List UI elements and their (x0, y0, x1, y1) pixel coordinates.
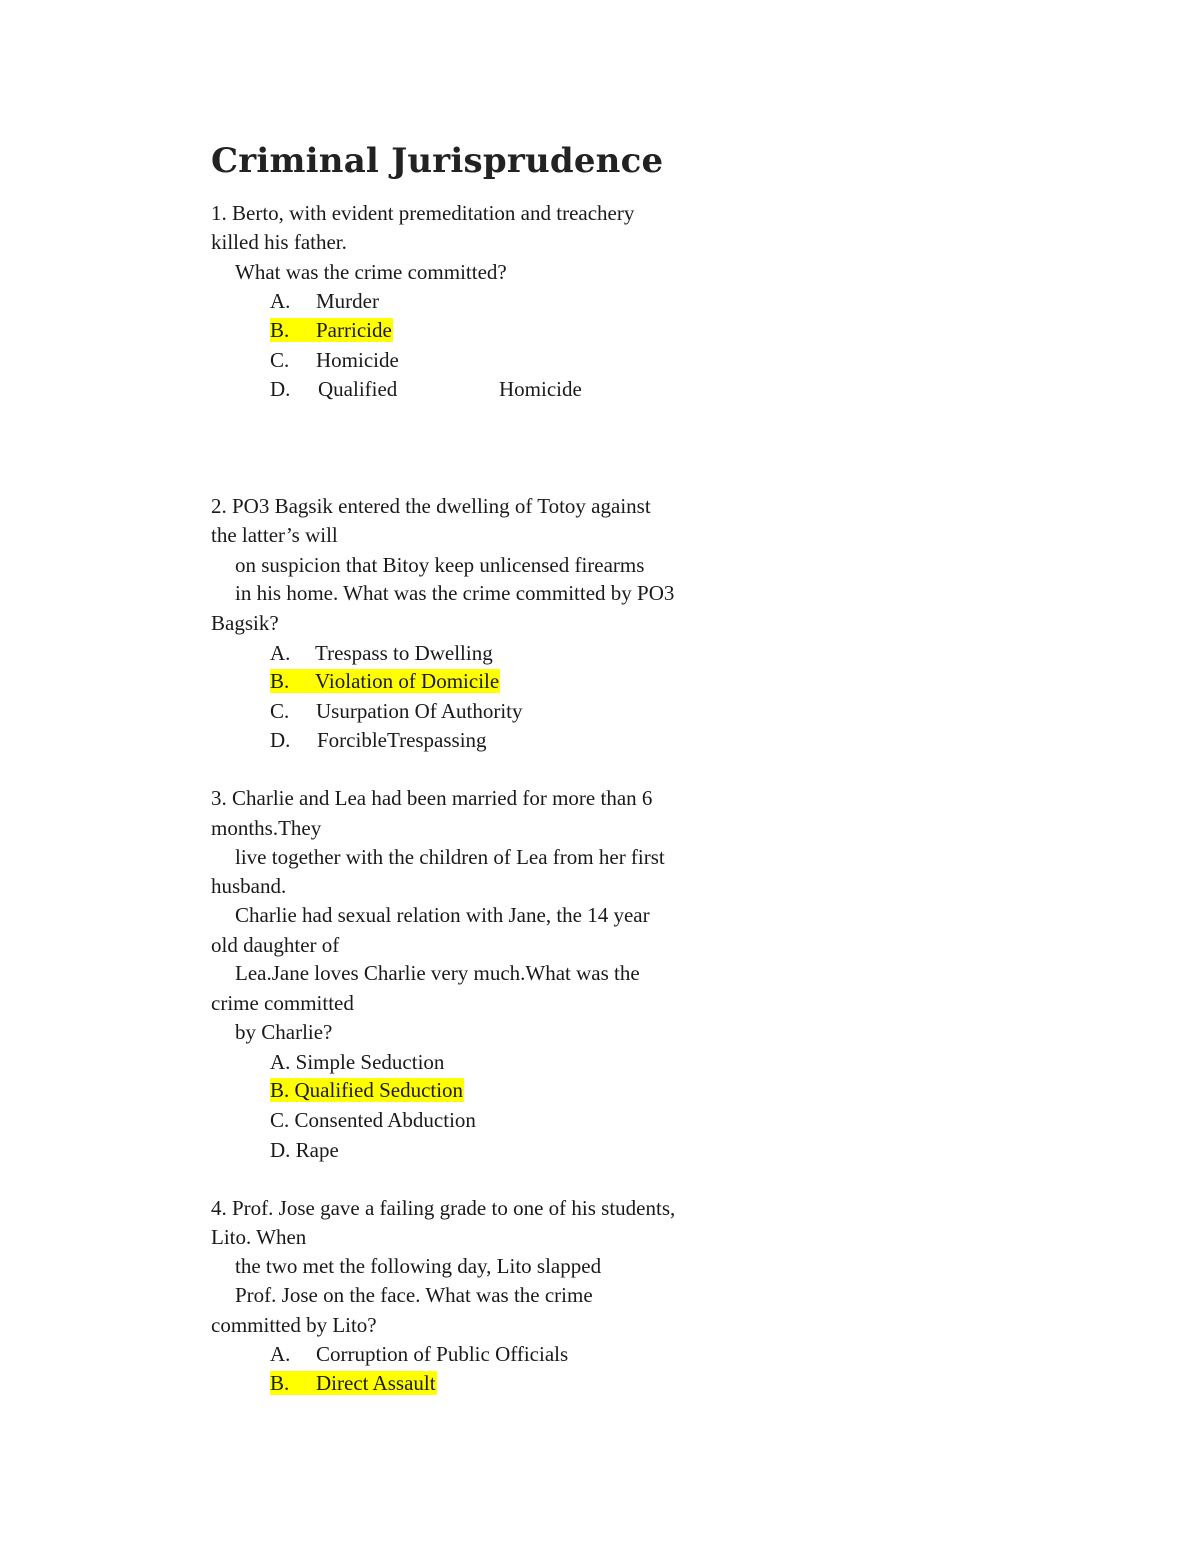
question-3-option-c: C. Consented Abduction (270, 1108, 476, 1132)
question-3-line-8: crime committed (211, 991, 354, 1015)
question-2-line-2: the latter’s will (211, 523, 338, 547)
question-1-option-b (270, 316, 393, 345)
question-2-line-1: 2. PO3 Bagsik entered the dwelling of Totoy against (211, 494, 651, 518)
question-1-line-2: killed his father. (211, 230, 347, 254)
question-4-line-1: 4. Prof. Jose gave a failing grade to one of his students, (211, 1196, 676, 1220)
question-1-option-d: D. Qualified (270, 377, 398, 401)
question-4-line-3: the two met the following day, Lito slapped (235, 1254, 602, 1278)
answer-highlight: B. Parricide (270, 318, 392, 342)
question-1-option-a: A. Murder (270, 289, 379, 313)
question-2-line-5: Bagsik? (211, 611, 279, 635)
question-3-option-a: A. Simple Seduction (270, 1050, 445, 1074)
question-3-line-5: Charlie had sexual relation with Jane, the 14 year (235, 903, 650, 927)
question-2-option-d: D. ForcibleTrespassing (270, 728, 487, 752)
question-2-line-4: in his home. What was the crime committed by PO3 (235, 581, 675, 605)
question-3-option-d: D. Rape (270, 1138, 339, 1162)
question-4-option-b (270, 1369, 437, 1398)
question-2-option-a: A. Trespass to Dwelling (270, 641, 493, 665)
question-3-line-4: husband. (211, 874, 287, 898)
question-3-line-2: months.They (211, 816, 322, 840)
question-2-option-c: C. Usurpation Of Authority (270, 699, 523, 723)
question-4-line-4: Prof. Jose on the face. What was the crime (235, 1283, 593, 1307)
question-1-option-c: C. Homicide (270, 348, 399, 372)
document-title: Criminal Jurisprudence (211, 141, 664, 181)
answer-highlight: B. Direct Assault (270, 1371, 436, 1395)
question-4-line-2: Lito. When (211, 1225, 307, 1249)
question-3-option-b (270, 1076, 464, 1105)
question-3-line-1: 3. Charlie and Lea had been married for more than 6 (211, 786, 653, 810)
question-1-line-1: 1. Berto, with evident premeditation and treachery (211, 201, 635, 225)
question-4-option-a: A. Corruption of Public Officials (270, 1342, 569, 1366)
question-3-line-3: live together with the children of Lea from her first (235, 845, 665, 869)
question-3-line-9: by Charlie? (235, 1020, 333, 1044)
question-1-option-d-extra: Homicide (499, 377, 582, 401)
answer-highlight: B. Qualified Seduction (270, 1078, 464, 1102)
question-3-line-7: Lea.Jane loves Charlie very much.What was the (235, 961, 640, 985)
question-3-line-6: old daughter of (211, 933, 340, 957)
question-2-line-3: on suspicion that Bitoy keep unlicensed firearms (235, 553, 645, 577)
question-1-line-3: What was the crime committed? (235, 260, 507, 284)
question-2-option-b (270, 667, 500, 696)
question-4-line-5: committed by Lito? (211, 1313, 377, 1337)
answer-highlight: B. Violation of Domicile (270, 669, 500, 693)
